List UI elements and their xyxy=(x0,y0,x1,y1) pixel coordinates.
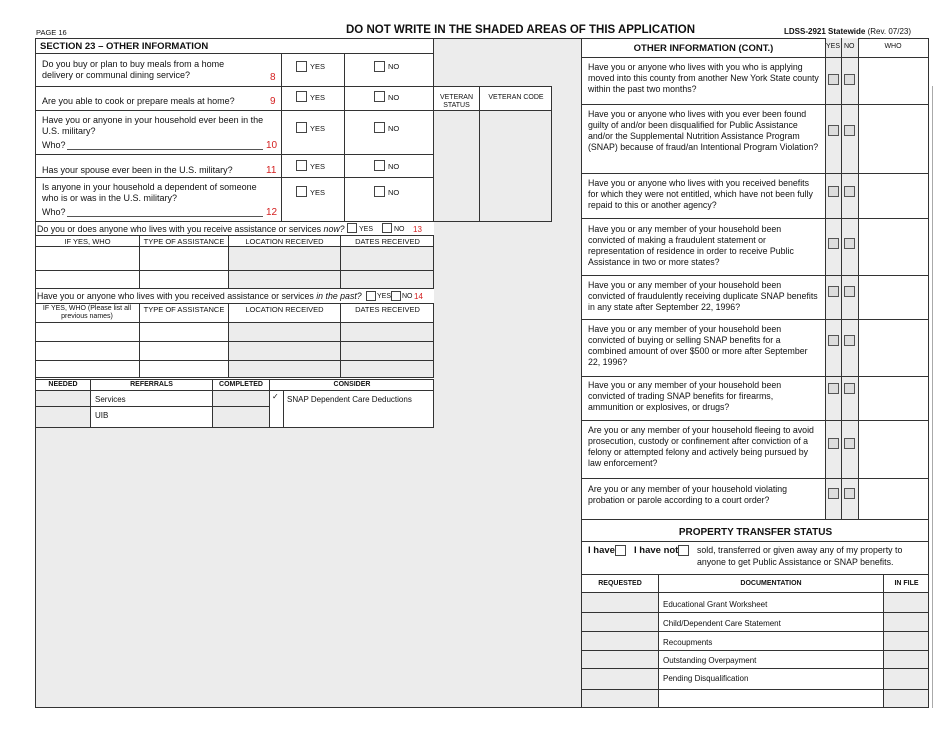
doc-outstanding-overpayment: Outstanding Overpayment xyxy=(663,656,757,665)
other-q1-yes-checkbox[interactable] xyxy=(828,74,839,85)
page-number: PAGE 16 xyxy=(36,28,67,37)
question-11: Has your spouse ever been in the U.S. military? xyxy=(42,165,233,175)
other-q8-yes-checkbox[interactable] xyxy=(828,438,839,449)
other-question-5: Have you or any member of your household been convicted of fraudulently receiving duplicate SNAP benefits in any state after September 22, 1996? xyxy=(588,280,818,312)
other-q4-yes-checkbox[interactable] xyxy=(828,238,839,249)
other-question-4: Have you or any member of your household been convicted of making a fraudulent statement or representation of residence in order to receive Public Assistance in two or more states? xyxy=(588,224,794,267)
q9-no-checkbox[interactable] xyxy=(374,91,385,102)
i-have-not-checkbox[interactable] xyxy=(678,545,689,556)
other-q2-yes-checkbox[interactable] xyxy=(828,125,839,136)
other-q5-yes-checkbox[interactable] xyxy=(828,286,839,297)
doc-pending-disqualification: Pending Disqualification xyxy=(663,674,749,683)
question-9: Are you able to cook or prepare meals at home? xyxy=(42,96,235,106)
other-question-1: Have you or anyone who lives with you who is applying moved into this county from another New York State county within the past two months? xyxy=(588,62,819,94)
form-id: LDSS-2921 Statewide (Rev. 07/23) xyxy=(784,27,912,36)
other-question-7: Have you or any member of your household been convicted of trading SNAP benefits for firearms, ammunition or explosives, or drugs? xyxy=(588,380,782,412)
other-q4-no-checkbox[interactable] xyxy=(844,238,855,249)
q12-no-checkbox[interactable] xyxy=(374,186,385,197)
other-q8-no-checkbox[interactable] xyxy=(844,438,855,449)
other-info-cont-title: OTHER INFORMATION (CONT.) xyxy=(633,43,774,54)
question-14: Have you or anyone who lives with you received assistance or services in the past? xyxy=(37,291,362,301)
q12-who-line[interactable] xyxy=(67,216,263,217)
referral-services: Services xyxy=(95,395,126,404)
property-transfer-title: PROPERTY TRANSFER STATUS xyxy=(678,527,833,538)
q8-yes-checkbox[interactable] xyxy=(296,61,307,72)
i-have-checkbox[interactable] xyxy=(615,545,626,556)
referral-uib: UIB xyxy=(95,411,109,420)
other-question-9: Are you or any member of your household violating probation or parole according to a court order? xyxy=(588,484,788,505)
q10-no-checkbox[interactable] xyxy=(374,122,385,133)
other-q5-no-checkbox[interactable] xyxy=(844,286,855,297)
question-8: Do you buy or plan to buy meals from a home delivery or communal dining service? xyxy=(42,59,225,80)
q11-no-checkbox[interactable] xyxy=(374,160,385,171)
other-q7-yes-checkbox[interactable] xyxy=(828,383,839,394)
other-q6-yes-checkbox[interactable] xyxy=(828,335,839,346)
other-q9-yes-checkbox[interactable] xyxy=(828,488,839,499)
q10-yes-checkbox[interactable] xyxy=(296,122,307,133)
consider-snap-dependent: SNAP Dependent Care Deductions xyxy=(287,395,412,404)
veteran-status-header: VETERAN STATUS xyxy=(439,94,474,109)
other-question-3: Have you or anyone who lives with you received benefits for which they were not entitled, which have not been fully repaid to this or another agency? xyxy=(588,178,813,210)
q10-who-line[interactable] xyxy=(67,149,263,150)
question-13: Do you or does anyone who lives with you receive assistance or services now? xyxy=(37,224,345,234)
other-question-8: Are you or any member of your household fleeing to avoid prosecution, custody or confinement after conviction of a felony or attempted felony and actively being pursued by law enforcement? xyxy=(588,425,814,468)
q14-yes-checkbox[interactable] xyxy=(366,291,376,301)
q12-yes-checkbox[interactable] xyxy=(296,186,307,197)
other-q7-no-checkbox[interactable] xyxy=(844,383,855,394)
veteran-code-header: VETERAN CODE xyxy=(488,94,544,101)
q8-no-checkbox[interactable] xyxy=(374,61,385,72)
other-question-6: Have you or any member of your household been convicted of buying or selling SNAP benefits for a combined amount of over $500 or more after September 22, 1996? xyxy=(588,324,808,367)
q13-no-checkbox[interactable] xyxy=(382,223,392,233)
question-12: Is anyone in your household a dependent of someone who is or was in the U.S. military? xyxy=(42,182,257,203)
other-q2-no-checkbox[interactable] xyxy=(844,125,855,136)
doc-educational-grant: Educational Grant Worksheet xyxy=(663,600,768,609)
shaded-area xyxy=(35,428,581,708)
shaded-warning: DO NOT WRITE IN THE SHADED AREAS OF THIS APPLICATION xyxy=(346,24,696,36)
consider-check-mark: ✓ xyxy=(272,392,279,401)
other-q9-no-checkbox[interactable] xyxy=(844,488,855,499)
doc-child-care-statement: Child/Dependent Care Statement xyxy=(663,619,781,628)
other-q3-yes-checkbox[interactable] xyxy=(828,186,839,197)
q9-yes-checkbox[interactable] xyxy=(296,91,307,102)
q13-yes-checkbox[interactable] xyxy=(347,223,357,233)
other-q1-no-checkbox[interactable] xyxy=(844,74,855,85)
other-q3-no-checkbox[interactable] xyxy=(844,186,855,197)
question-10: Have you or anyone in your household ever been in the U.S. military? xyxy=(42,115,264,136)
q14-no-checkbox[interactable] xyxy=(391,291,401,301)
property-statement-1: sold, transferred or given away any of my property to xyxy=(697,545,903,555)
other-question-2: Have you or anyone who lives with you ever been found guilty of and/or been disqualified for Public Assistance and/or the Supplemental Nutrition Assistance Program (SNAP) because of fraud/an Intentional Program Violation? xyxy=(588,109,819,152)
doc-recoupments: Recoupments xyxy=(663,638,713,647)
other-q6-no-checkbox[interactable] xyxy=(844,335,855,346)
property-statement-2: anyone to get Public Assistance or SNAP benefits. xyxy=(697,557,894,567)
section23-title: SECTION 23 – OTHER INFORMATION xyxy=(40,41,209,52)
q11-yes-checkbox[interactable] xyxy=(296,160,307,171)
